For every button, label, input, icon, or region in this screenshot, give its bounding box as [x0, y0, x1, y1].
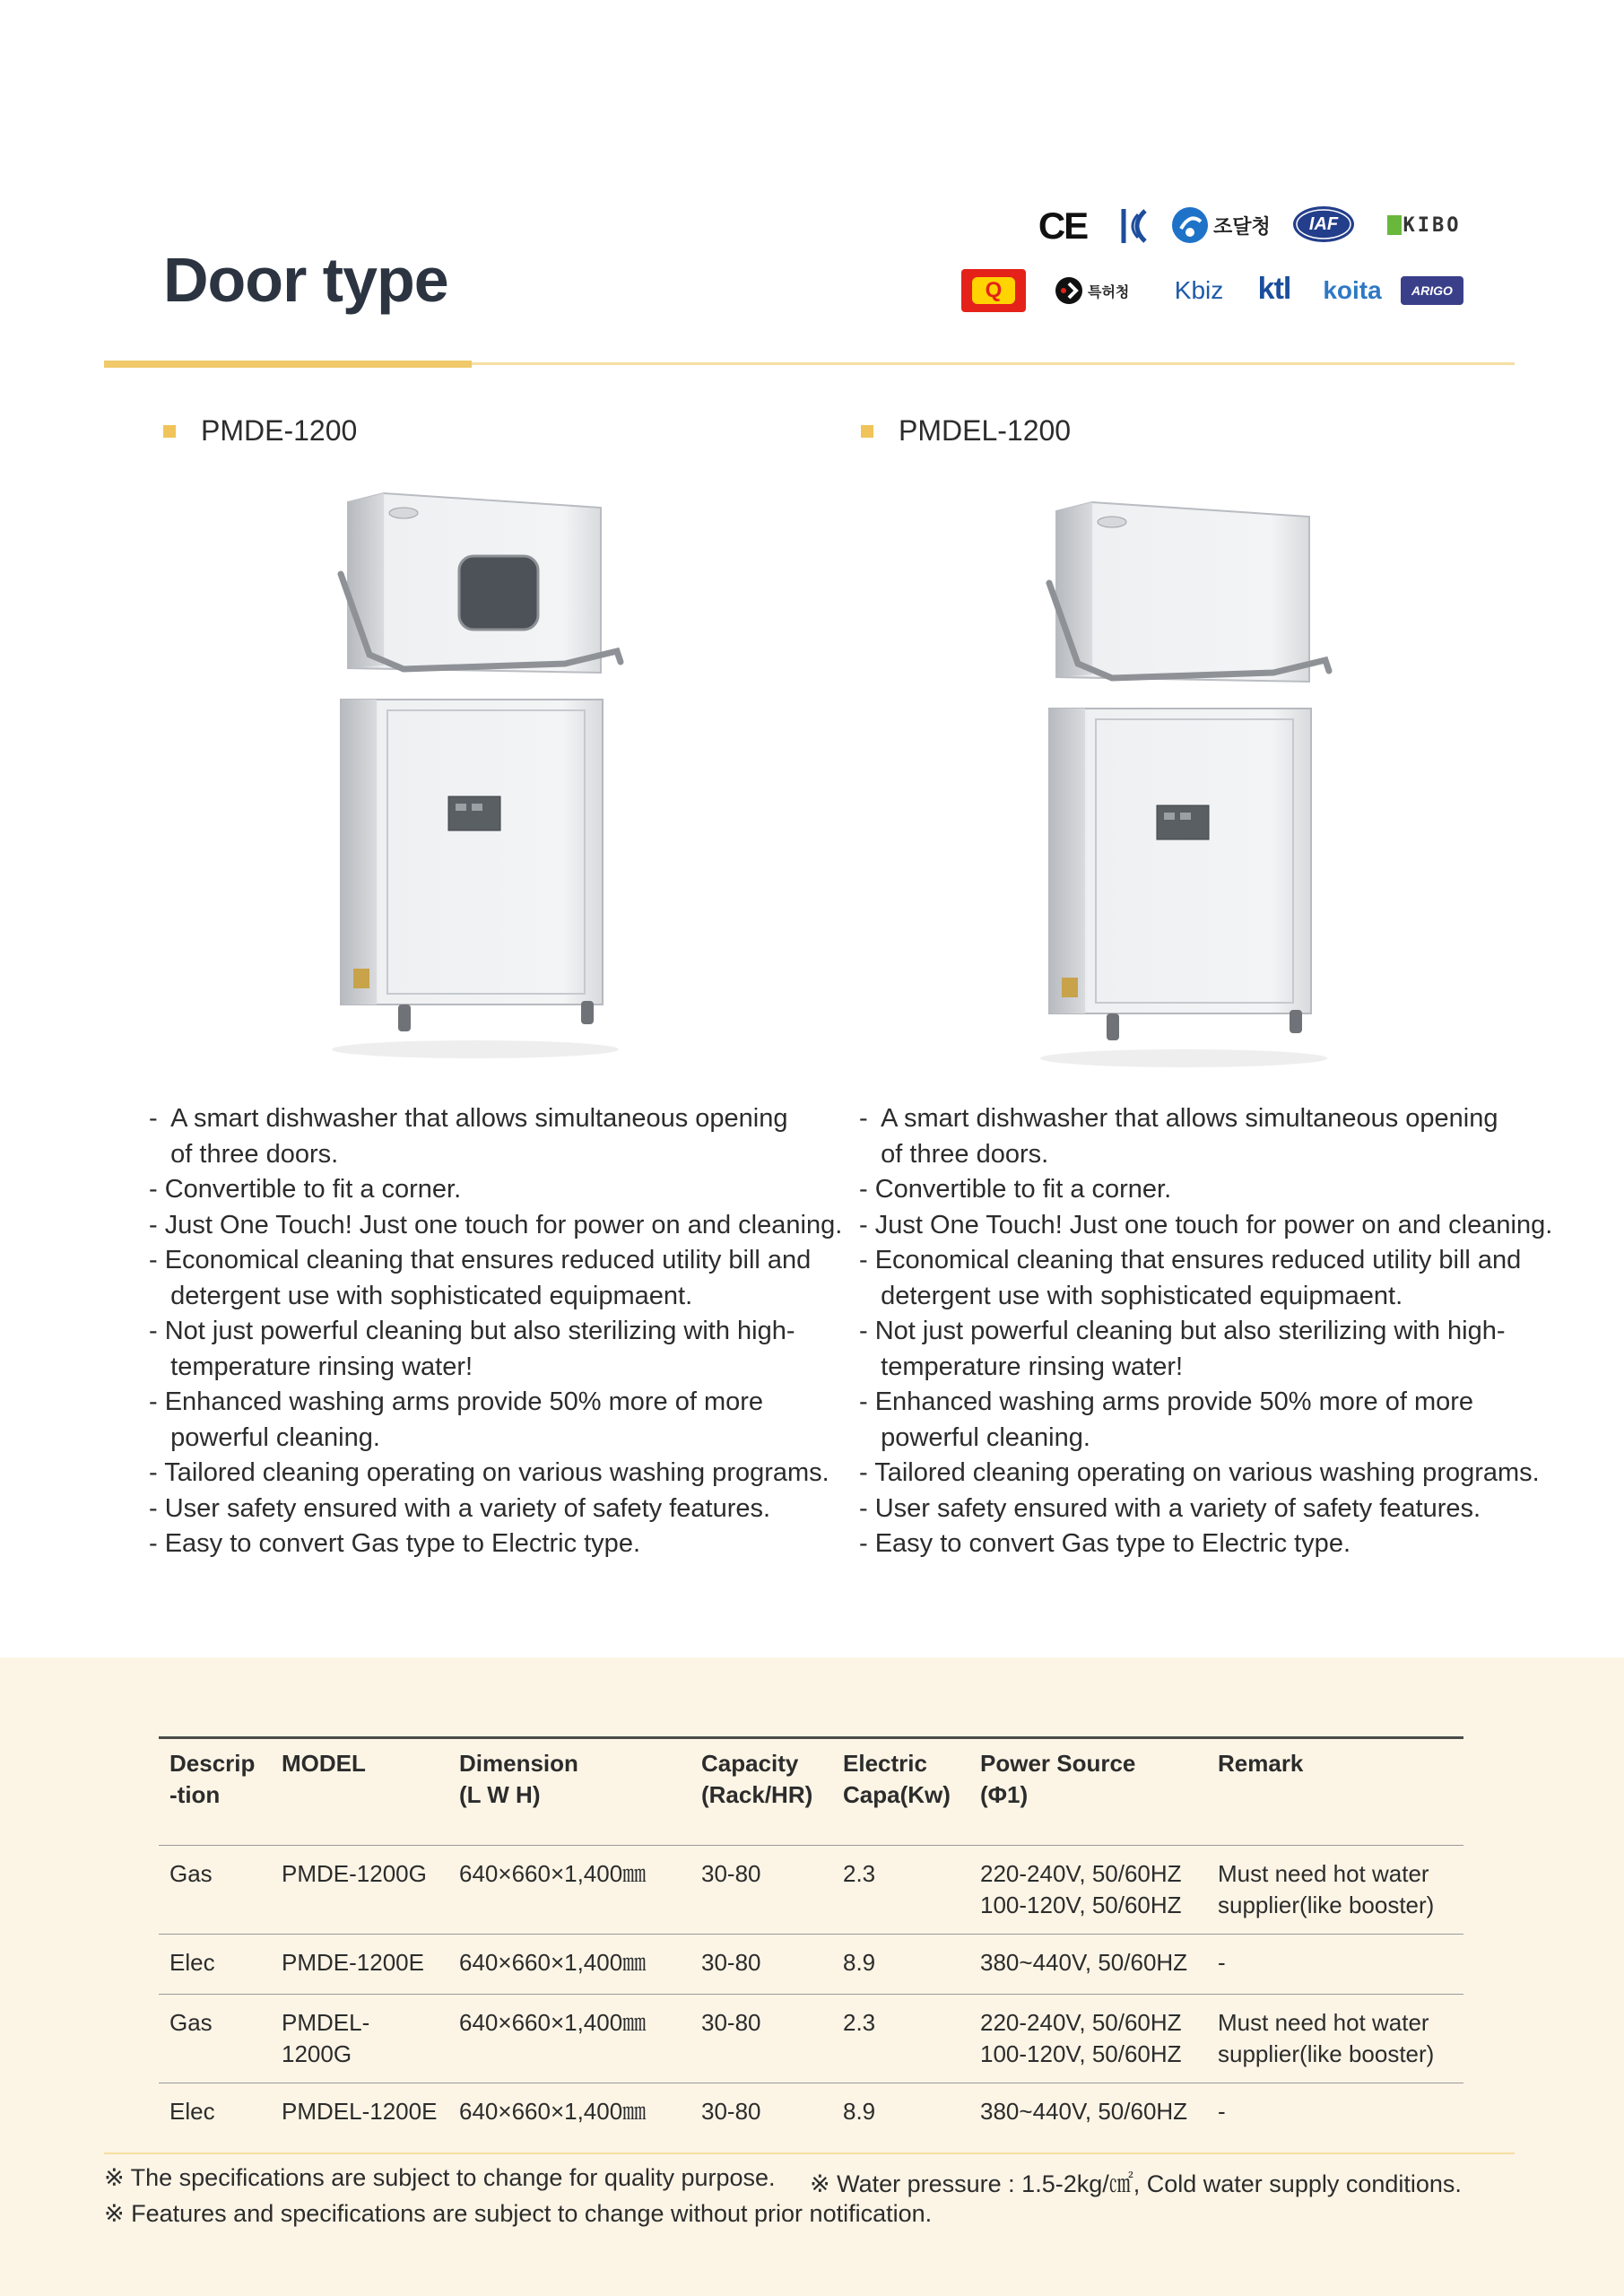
header-power-source: Power Source (Φ1) — [969, 1738, 1207, 1846]
procurement-logo: 조달청 — [1170, 203, 1278, 248]
list-item: - Tailored cleaning operating on various washing programs. — [149, 1458, 829, 1487]
list-item: - A smart dishwasher that allows simultaneous opening — [149, 1104, 788, 1133]
product-model-label: PMDE-1200 — [201, 414, 358, 447]
bullet-square-icon — [163, 425, 176, 438]
list-item: - Not just powerful cleaning but also sterilizing with high- — [149, 1317, 795, 1345]
list-item: - Not just powerful cleaning but also sterilizing with high- — [859, 1317, 1506, 1345]
koita-logo: koita — [1323, 276, 1382, 304]
list-item: powerful cleaning. — [859, 1422, 1090, 1452]
q-mark-logo: Q — [961, 269, 1026, 312]
list-item: - Tailored cleaning operating on various washing programs. — [859, 1458, 1540, 1487]
dishwasher-image-pmde-1200 — [296, 475, 673, 1085]
table-row: Gas PMDEL-1200G 640×660×1,400㎜ 30-80 2.3 220-240V, 50/60HZ 100-120V, 50/60HZ Must need hot water supplier(like booster) — [159, 1995, 1463, 2083]
header-description: Descrip -tion — [159, 1738, 271, 1846]
footnote-quality: ※ The specifications are subject to change for quality purpose. — [104, 2164, 776, 2191]
list-item: - Economical cleaning that ensures reduced utility bill and — [149, 1246, 812, 1274]
header-capacity: Capacity (Rack/HR) — [690, 1738, 832, 1846]
header-model: MODEL — [271, 1738, 448, 1846]
product-heading-pmde-1200 — [163, 414, 357, 448]
list-item: of three doors. — [149, 1139, 339, 1169]
spec-table — [159, 1736, 1463, 2143]
list-item: - Just One Touch! Just one touch for power on and cleaning. — [149, 1210, 843, 1239]
table-row: Elec PMDE-1200E 640×660×1,400㎜ 30-80 8.9 380~440V, 50/60HZ - — [159, 1935, 1463, 1995]
list-item: - Easy to convert Gas type to Electric type. — [859, 1529, 1350, 1558]
list-item: - A smart dishwasher that allows simultaneous opening — [859, 1104, 1498, 1133]
footnote-divider — [104, 2152, 1515, 2154]
ce-mark-icon: CE — [1038, 204, 1088, 247]
list-item: - Just One Touch! Just one touch for power on and cleaning. — [859, 1210, 1553, 1239]
kbiz-logo: Kbiz — [1174, 276, 1224, 304]
list-item: detergent use with sophisticated equipmaent. — [859, 1281, 1403, 1310]
list-item: temperature rinsing water! — [859, 1352, 1184, 1381]
features-list-pmdel-1200 — [859, 1101, 1553, 1562]
list-item: - Enhanced washing arms provide 50% more of more — [859, 1387, 1474, 1416]
arigo-logo: ARIGO — [1401, 276, 1463, 305]
list-item: - Economical cleaning that ensures reduced utility bill and — [859, 1246, 1522, 1274]
header-dimension: Dimension (L W H) — [448, 1738, 690, 1846]
table-row: Elec PMDEL-1200E 640×660×1,400㎜ 30-80 8.9 380~440V, 50/60HZ - — [169, 2098, 1226, 2125]
list-item: - Easy to convert Gas type to Electric type. — [149, 1529, 640, 1558]
iaf-logo: IAF — [1291, 204, 1356, 244]
header-electric: Electric Capa(Kw) — [832, 1738, 969, 1846]
list-item: - Convertible to fit a corner. — [859, 1175, 1172, 1204]
header-remark: Remark — [1207, 1738, 1463, 1846]
product-heading-pmdel-1200 — [861, 414, 1071, 448]
kc-mark-icon — [1116, 204, 1152, 248]
title-divider-accent — [104, 361, 472, 368]
list-item: - Enhanced washing arms provide 50% more of more — [149, 1387, 764, 1416]
table-header-row — [159, 1738, 1463, 1846]
ktl-logo: ktl — [1257, 271, 1291, 306]
list-item: powerful cleaning. — [149, 1422, 380, 1452]
list-item: detergent use with sophisticated equipmaent. — [149, 1281, 693, 1310]
list-item: - User safety ensured with a variety of safety features. — [859, 1493, 1481, 1523]
list-item: - Convertible to fit a corner. — [149, 1175, 462, 1204]
page-title: Door type — [163, 245, 448, 315]
footnote-water-pressure: ※ Water pressure : 1.5-2kg/㎠, Cold water supply conditions. — [810, 2170, 1462, 2197]
list-item: of three doors. — [859, 1139, 1049, 1169]
certification-logos — [985, 199, 1480, 325]
list-item: - User safety ensured with a variety of safety features. — [149, 1493, 771, 1523]
kipo-logo: 특허청 — [1054, 273, 1152, 309]
list-item: temperature rinsing water! — [149, 1352, 473, 1381]
bullet-square-icon — [861, 425, 873, 438]
kibo-logo: KIBO — [1379, 210, 1469, 240]
table-row: Gas PMDE-1200G 640×660×1,400㎜ 30-80 2.3 220-240V, 50/60HZ 100-120V, 50/60HZ Must need hot water supplier(like booster) — [159, 1846, 1463, 1935]
dishwasher-image-pmdel-1200 — [1004, 484, 1381, 1094]
footnote-notification: ※ Features and specifications are subject to change without prior notification. — [104, 2200, 933, 2227]
features-list-pmde-1200 — [149, 1101, 843, 1562]
product-model-label: PMDEL-1200 — [899, 414, 1072, 447]
